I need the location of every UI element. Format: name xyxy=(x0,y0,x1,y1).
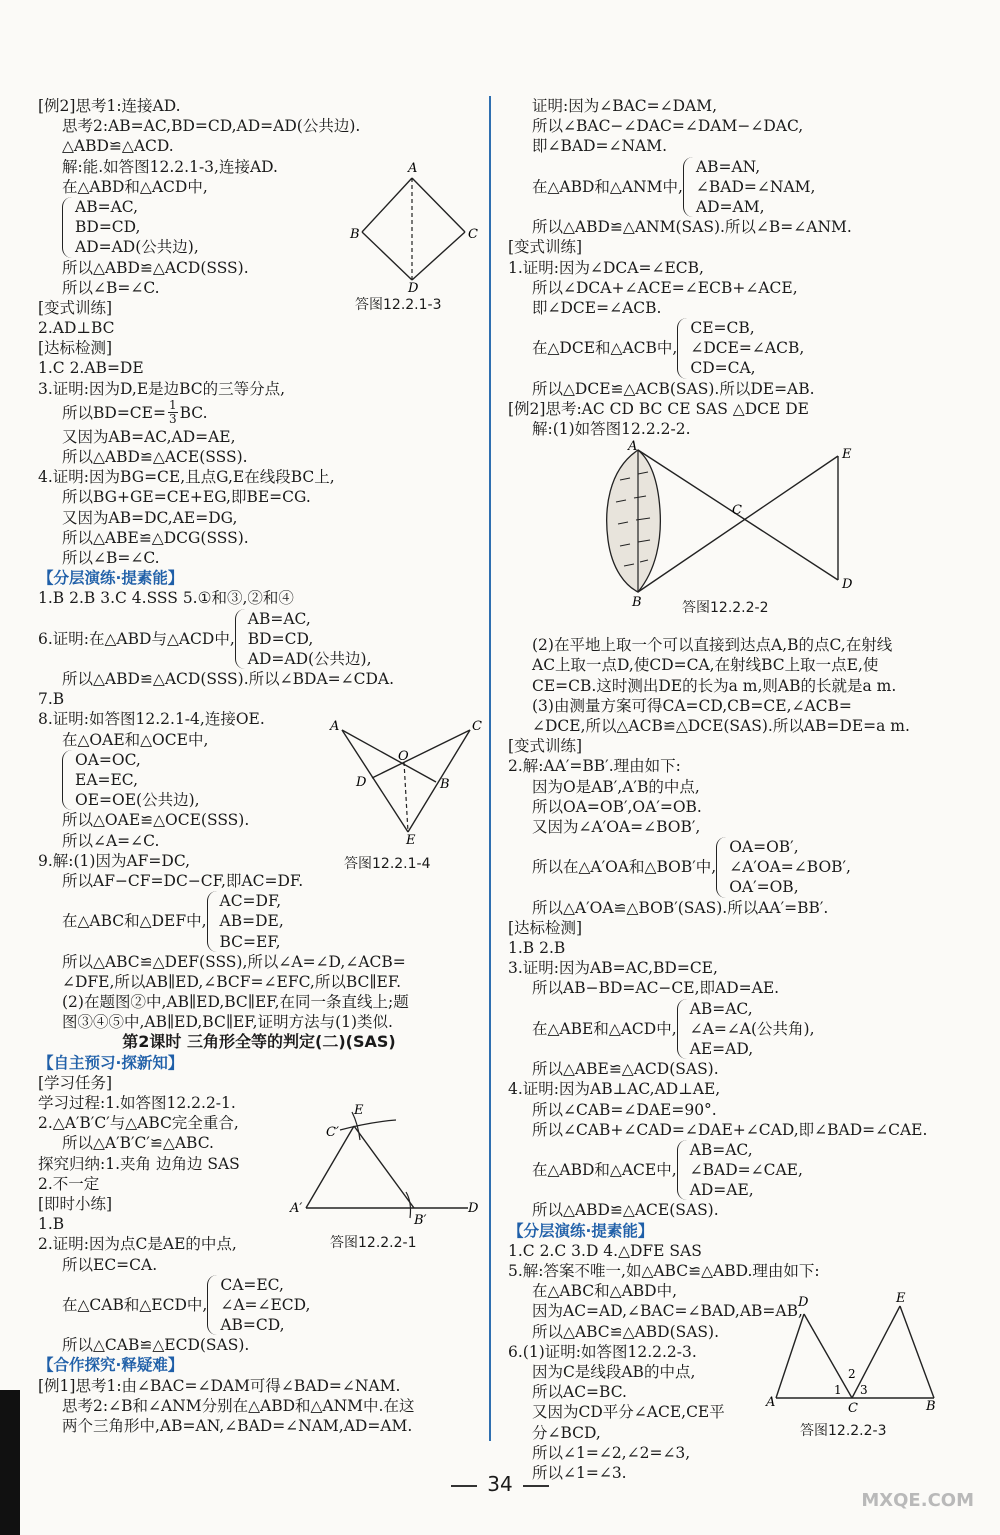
condition: AD=AD(公共边), xyxy=(247,649,372,668)
text-line: (3)由测量方案可得CA=CD,CB=CE,∠ACB= xyxy=(532,696,852,715)
text-line: △ABD≌△ACD. xyxy=(62,137,174,156)
pond-shape xyxy=(607,450,661,592)
text-line: 在△ABD和△ACD中, xyxy=(62,177,208,196)
text-line: 1.证明:因为∠DCA=∠ECB, xyxy=(508,258,704,277)
text-line: 所以△ABD≌△ACE(SAS). xyxy=(532,1201,719,1220)
text-line: 所以∠A=∠C. xyxy=(62,831,160,850)
point-label: B xyxy=(632,595,642,606)
condition: AB=DE, xyxy=(219,912,284,931)
text-line-fraction xyxy=(38,399,480,427)
text-line: 所以BG+GE=CE+EG,即BE=CG. xyxy=(62,488,311,507)
angle-label: 2 xyxy=(848,1367,856,1381)
arc-mark xyxy=(340,1120,396,1130)
text-line: 8.证明:如答图12.2.1-4,连接OE. xyxy=(38,710,265,729)
figure-caption: 答图12.2.2-1 xyxy=(330,1235,417,1251)
text-line: 3.证明:因为D,E是边BC的三等分点, xyxy=(38,379,286,398)
brace-row xyxy=(508,999,958,1060)
text: 在△ABE和△ACD中, xyxy=(532,1019,677,1038)
text-line: 所以AC=BC. xyxy=(532,1383,627,1402)
text: 在△ABD和△ANM中, xyxy=(532,177,683,196)
text-line: 所以AB−BD=AC−CE,即AD=AE. xyxy=(532,979,780,998)
figure-12-2-2-2 xyxy=(598,440,864,606)
text-line: 1.C 2.AB=DE xyxy=(38,359,144,378)
point-label: C xyxy=(848,1401,858,1416)
text: 所以BD=CE= xyxy=(62,403,166,422)
point-label: A′ xyxy=(290,1201,303,1216)
angle-label: 1 xyxy=(834,1383,842,1397)
brace-row xyxy=(508,1140,958,1201)
condition: AB=AC, xyxy=(247,609,311,628)
text-line: 所以∠DCA+∠ACE=∠ECB+∠ACE, xyxy=(532,278,798,297)
segment-bd xyxy=(362,232,412,280)
condition: AB=AC, xyxy=(689,999,753,1018)
condition: AE=AD, xyxy=(689,1039,754,1058)
point-label: C xyxy=(468,227,478,242)
text-line: 分∠BCD, xyxy=(532,1423,601,1442)
text-line: 学习过程:1.如答图12.2.2-1. xyxy=(38,1094,236,1112)
point-label: E xyxy=(354,1103,364,1118)
page-number xyxy=(0,1472,1000,1496)
point-label: C′ xyxy=(326,1125,339,1140)
numerator: 1 xyxy=(168,398,177,413)
text-line: 解:(1)如答图12.2.2-2. xyxy=(532,420,691,438)
point-label: B′ xyxy=(414,1213,427,1226)
text-line: 2.AD⊥BC xyxy=(38,319,115,338)
text-line: AC上取一点D,使CD=CA,在射线BC上取一点E,使 xyxy=(532,656,879,675)
scan-edge-shadow xyxy=(0,1390,20,1535)
watermark: MXQE.COM xyxy=(861,1490,974,1511)
text-line: ∠DCE,所以△ACB≌△DCE(SAS).所以AB=DE=a m. xyxy=(532,716,910,735)
text-line: 思考2:AB=AC,BD=CD,AD=AD(公共边). xyxy=(62,117,361,136)
point-label: D xyxy=(468,1201,479,1216)
segment-eb xyxy=(900,1306,934,1398)
segment-ae xyxy=(342,730,408,832)
page-number-text: 34 xyxy=(487,1472,513,1496)
text-line: 又因为AB=AC,AD=AE, xyxy=(62,427,236,446)
text: 在△ABC和△DEF中, xyxy=(62,912,207,931)
text-line: 在△ABC和△ABD中, xyxy=(532,1282,678,1301)
condition: ∠A=∠ECD, xyxy=(220,1295,311,1314)
denominator: 3 xyxy=(168,412,177,427)
point-label: D xyxy=(842,577,853,592)
brace-row xyxy=(508,837,958,898)
text-line: 所以∠CAB=∠DAE=90°. xyxy=(532,1100,717,1119)
text-line: 3.证明:因为AB=AC,BD=CE, xyxy=(508,959,718,978)
text-line: 1.B 2.B 3.C 4.SSS 5.①和③,②和④ xyxy=(38,589,294,608)
text-line: 因为O是AB′,A′B的中点, xyxy=(532,777,700,796)
section-heading: 【自主预习·探新知】 xyxy=(38,1053,184,1072)
text-line: 即∠DCE=∠ACB. xyxy=(532,298,662,317)
text-line: 所以△DCE≌△ACB(SAS).所以DE=AB. xyxy=(532,379,815,398)
text-line: 5.解:答案不唯一,如△ABC≌△ABD.理由如下: xyxy=(508,1262,820,1280)
text-line: 所以△ABD≌△ANM(SAS).所以∠B=∠ANM. xyxy=(532,218,852,237)
text-line: 所以△ABD≌△ACE(SSS). xyxy=(62,448,248,466)
segment-cd xyxy=(412,232,465,280)
column-divider xyxy=(489,96,491,1441)
point-label: C xyxy=(472,719,482,734)
brace-row xyxy=(38,891,480,952)
condition: AC=DF, xyxy=(219,892,282,911)
figure-12-2-1-4 xyxy=(328,718,488,846)
figure-12-2-2-3 xyxy=(764,1290,942,1418)
text-line: [例2]思考:AC CD BC CE SAS △DCE DE xyxy=(508,399,809,418)
point-label: A xyxy=(408,161,418,176)
point-label: D xyxy=(798,1295,809,1310)
text-line: 所以△ABC≌△ABD(SAS). xyxy=(532,1322,720,1341)
right-column xyxy=(508,96,958,1483)
brace-row xyxy=(508,318,958,379)
text-line: 在△OAE和△OCE中, xyxy=(62,730,209,749)
condition: AD=AM, xyxy=(695,197,765,216)
figure-caption: 答图12.2.2-2 xyxy=(682,600,769,616)
condition: OA=OC, xyxy=(75,750,141,769)
text-line: 所以△OAE≌△OCE(SSS). xyxy=(62,811,250,830)
point-label: E xyxy=(406,833,416,846)
text-line: 所以∠B=∠C. xyxy=(62,278,160,297)
text-line: [达标检测] xyxy=(508,918,583,937)
text-line: 所以△CAB≌△ECD(SAS). xyxy=(62,1336,250,1355)
text: 在△DCE和△ACB中, xyxy=(532,339,678,358)
text-line: 所以∠BAC−∠DAC=∠DAM−∠DAC, xyxy=(532,117,804,136)
condition: BC=EF, xyxy=(219,932,281,951)
figure-caption: 答图12.2.1-3 xyxy=(355,297,442,313)
segment-ad xyxy=(776,1314,804,1398)
text-line: 所以∠CAB+∠CAD=∠DAE+∠CAD,即∠BAD=∠CAE. xyxy=(532,1120,928,1139)
text-line: 思考2:∠B和∠ANM分别在△ABD和△ANM中.在这 xyxy=(62,1396,415,1415)
dash xyxy=(451,1485,477,1487)
brace-row xyxy=(508,157,958,218)
condition: EA=EC, xyxy=(75,771,139,789)
point-label: D xyxy=(356,775,367,790)
text-line: 4.证明:因为AB⊥AC,AD⊥AE, xyxy=(508,1080,721,1099)
segment-be xyxy=(638,456,838,592)
text-line: 7.B xyxy=(38,690,65,709)
text-line: 所以△A′B′C′≌△ABC. xyxy=(62,1134,214,1153)
text-line: [变式训练] xyxy=(508,238,583,257)
point-label: C xyxy=(732,503,742,518)
text-line: 2.△A′B′C′与△ABC完全重合, xyxy=(38,1114,239,1133)
point-label: B xyxy=(440,777,450,792)
condition: CD=CA, xyxy=(690,359,756,378)
text-line: 9.解:(1)因为AF=DC, xyxy=(38,851,191,870)
section-heading: 【分层演练·提素能】 xyxy=(508,1221,654,1240)
text: BC. xyxy=(179,403,208,422)
condition: OE=OE(公共边), xyxy=(75,791,200,810)
condition: ∠DCE=∠ACB, xyxy=(690,339,805,358)
condition: CE=CB, xyxy=(690,319,755,338)
point-label: D xyxy=(408,281,419,292)
condition: AD=AD(公共边), xyxy=(75,238,199,257)
brace-row xyxy=(38,1275,480,1336)
segment-oe-dashed xyxy=(404,762,408,832)
section-heading: 【合作探究·释疑难】 xyxy=(38,1356,184,1375)
lesson-heading: 第2课时 三角形全等的判定(二)(SAS) xyxy=(122,1032,396,1052)
point-label: B xyxy=(350,227,360,242)
condition: ∠A=∠A(公共角), xyxy=(689,1019,815,1038)
text-line: 又因为CD平分∠ACE,CE平 xyxy=(532,1403,725,1422)
text-line: 所以△A′OA≌△BOB′(SAS).所以AA′=BB′. xyxy=(532,898,829,917)
text-line: 又因为∠A′OA=∠BOB′, xyxy=(532,817,701,836)
text-line: 所以EC=CA. xyxy=(62,1255,158,1274)
brace-row xyxy=(38,609,480,670)
text-line: 所以AF−CF=DC−CF,即AC=DF. xyxy=(62,871,304,890)
condition: AB=CD, xyxy=(220,1316,285,1335)
condition: BD=CD, xyxy=(75,218,141,237)
figure-12-2-2-1 xyxy=(288,1100,480,1226)
point-label: A xyxy=(330,719,340,734)
text-line: 证明:因为∠BAC=∠DAM, xyxy=(532,97,718,115)
text-line: 所以△ABD≌△ACD(SSS). xyxy=(62,258,249,277)
text-line: (2)在题图②中,AB∥ED,BC∥EF,在同一条直线上;题 xyxy=(62,993,409,1012)
text: 在△CAB和△ECD中, xyxy=(62,1295,208,1314)
text-line: 因为C是线段AB的中点, xyxy=(532,1362,696,1381)
text-line: 所以∠B=∠C. xyxy=(62,548,160,567)
angle-label: 3 xyxy=(860,1383,868,1397)
text-line: 又因为AB=DC,AE=DG, xyxy=(62,508,238,527)
segment-cb xyxy=(354,1126,414,1208)
condition: AD=AE, xyxy=(689,1181,754,1200)
text-line: [例2]思考1:连接AD. xyxy=(38,97,181,115)
text-line: [例1]思考1:由∠BAC=∠DAM可得∠BAD=∠NAM. xyxy=(38,1376,401,1395)
text-line: CE=CB.这时测出DE的长为a m,则AB的长就是a m. xyxy=(532,676,897,695)
text-line: [变式训练] xyxy=(508,737,583,756)
text-line: [即时小练] xyxy=(38,1194,113,1213)
text-line: 2.不一定 xyxy=(38,1174,100,1193)
figure-caption: 答图12.2.2-3 xyxy=(800,1423,887,1439)
fraction xyxy=(168,399,178,426)
dash xyxy=(523,1485,549,1487)
text-line: 1.C 2.C 3.D 4.△DFE SAS xyxy=(508,1241,702,1260)
point-label: E xyxy=(842,447,852,462)
text-line: 1.B 2.B xyxy=(508,939,566,957)
condition: OA′=OB, xyxy=(729,878,799,897)
text-line: 两个三角形中,AB=AN,∠BAD=∠NAM,AD=AM. xyxy=(62,1417,413,1435)
point-label: B xyxy=(926,1399,936,1414)
point-label: A xyxy=(628,440,638,454)
text-line: 4.证明:因为BG=CE,且点G,E在线段BC上, xyxy=(38,468,335,487)
condition: ∠BAD=∠CAE, xyxy=(689,1161,803,1180)
text-line: 6.(1)证明:如答图12.2.2-3. xyxy=(508,1342,697,1361)
text-line: 2.证明:因为点C是AE的中点, xyxy=(38,1235,237,1254)
text-line: [达标检测] xyxy=(38,339,113,358)
text-line: 解:能.如答图12.2.1-3,连接AD. xyxy=(62,157,278,176)
condition: AB=AC, xyxy=(75,197,138,216)
text-line: 探究归纳:1.夹角 边角边 SAS xyxy=(38,1154,240,1173)
condition: ∠BAD=∠NAM, xyxy=(695,177,816,196)
text-line: [学习任务] xyxy=(38,1073,113,1092)
section-heading: 【分层演练·提素能】 xyxy=(38,569,184,588)
text-line: 因为AC=AD,∠BAC=∠BAD,AB=AB, xyxy=(532,1302,803,1321)
condition: BD=CD, xyxy=(247,629,314,648)
figure-caption: 答图12.2.1-4 xyxy=(344,856,431,872)
segment-ab xyxy=(362,178,412,232)
text-line: (2)在平地上取一个可以直接到达点A,B的点C,在射线 xyxy=(532,636,893,655)
text: 所以在△A′OA和△BOB′中, xyxy=(532,858,717,877)
text-line: ∠DFE,所以AB∥ED,∠BCF=∠EFC,所以BC∥EF. xyxy=(62,972,402,991)
segment-dc xyxy=(804,1314,852,1398)
text-line: 1.B xyxy=(38,1215,65,1234)
arc-mark xyxy=(406,1192,411,1218)
text-line: 所以△ABC≌△DEF(SSS),所以∠A=∠D,∠ACB= xyxy=(62,952,406,971)
text-line: 2.解:AA′=BB′.理由如下: xyxy=(508,757,681,776)
segment-ac xyxy=(412,178,465,232)
text: 在△ABD和△ACE中, xyxy=(532,1161,677,1180)
text-line: 所以△ABE≌△DCG(SSS). xyxy=(62,528,249,547)
condition: ∠A′OA=∠BOB′, xyxy=(729,858,851,877)
text-line: 所以△ABD≌△ACD(SSS).所以∠BDA=∠CDA. xyxy=(62,670,395,689)
text-line: [变式训练] xyxy=(38,298,113,317)
text-line: 所以∠1=∠3. xyxy=(532,1463,627,1482)
text-line: 即∠BAD=∠NAM. xyxy=(532,137,668,156)
text-line: 所以△ABE≌△ACD(SAS). xyxy=(532,1060,719,1079)
text-line: 所以∠1=∠2,∠2=∠3, xyxy=(532,1443,691,1462)
condition: AB=AN, xyxy=(695,157,761,176)
figure-12-2-1-3 xyxy=(340,160,490,292)
point-label: A xyxy=(766,1395,776,1410)
condition: AB=AC, xyxy=(689,1140,753,1159)
text-line: 所以OA=OB′,OA′=OB. xyxy=(532,797,702,816)
condition: CA=EC, xyxy=(220,1275,284,1294)
condition: OA=OB′, xyxy=(729,838,799,857)
point-label: O xyxy=(398,749,409,764)
text-line: 图③④⑤中,AB∥ED,BC∥EF,证明方法与(1)类似. xyxy=(62,1013,393,1032)
text: 6.证明:在△ABD与△ACD中, xyxy=(38,629,235,648)
point-label: E xyxy=(896,1291,906,1306)
